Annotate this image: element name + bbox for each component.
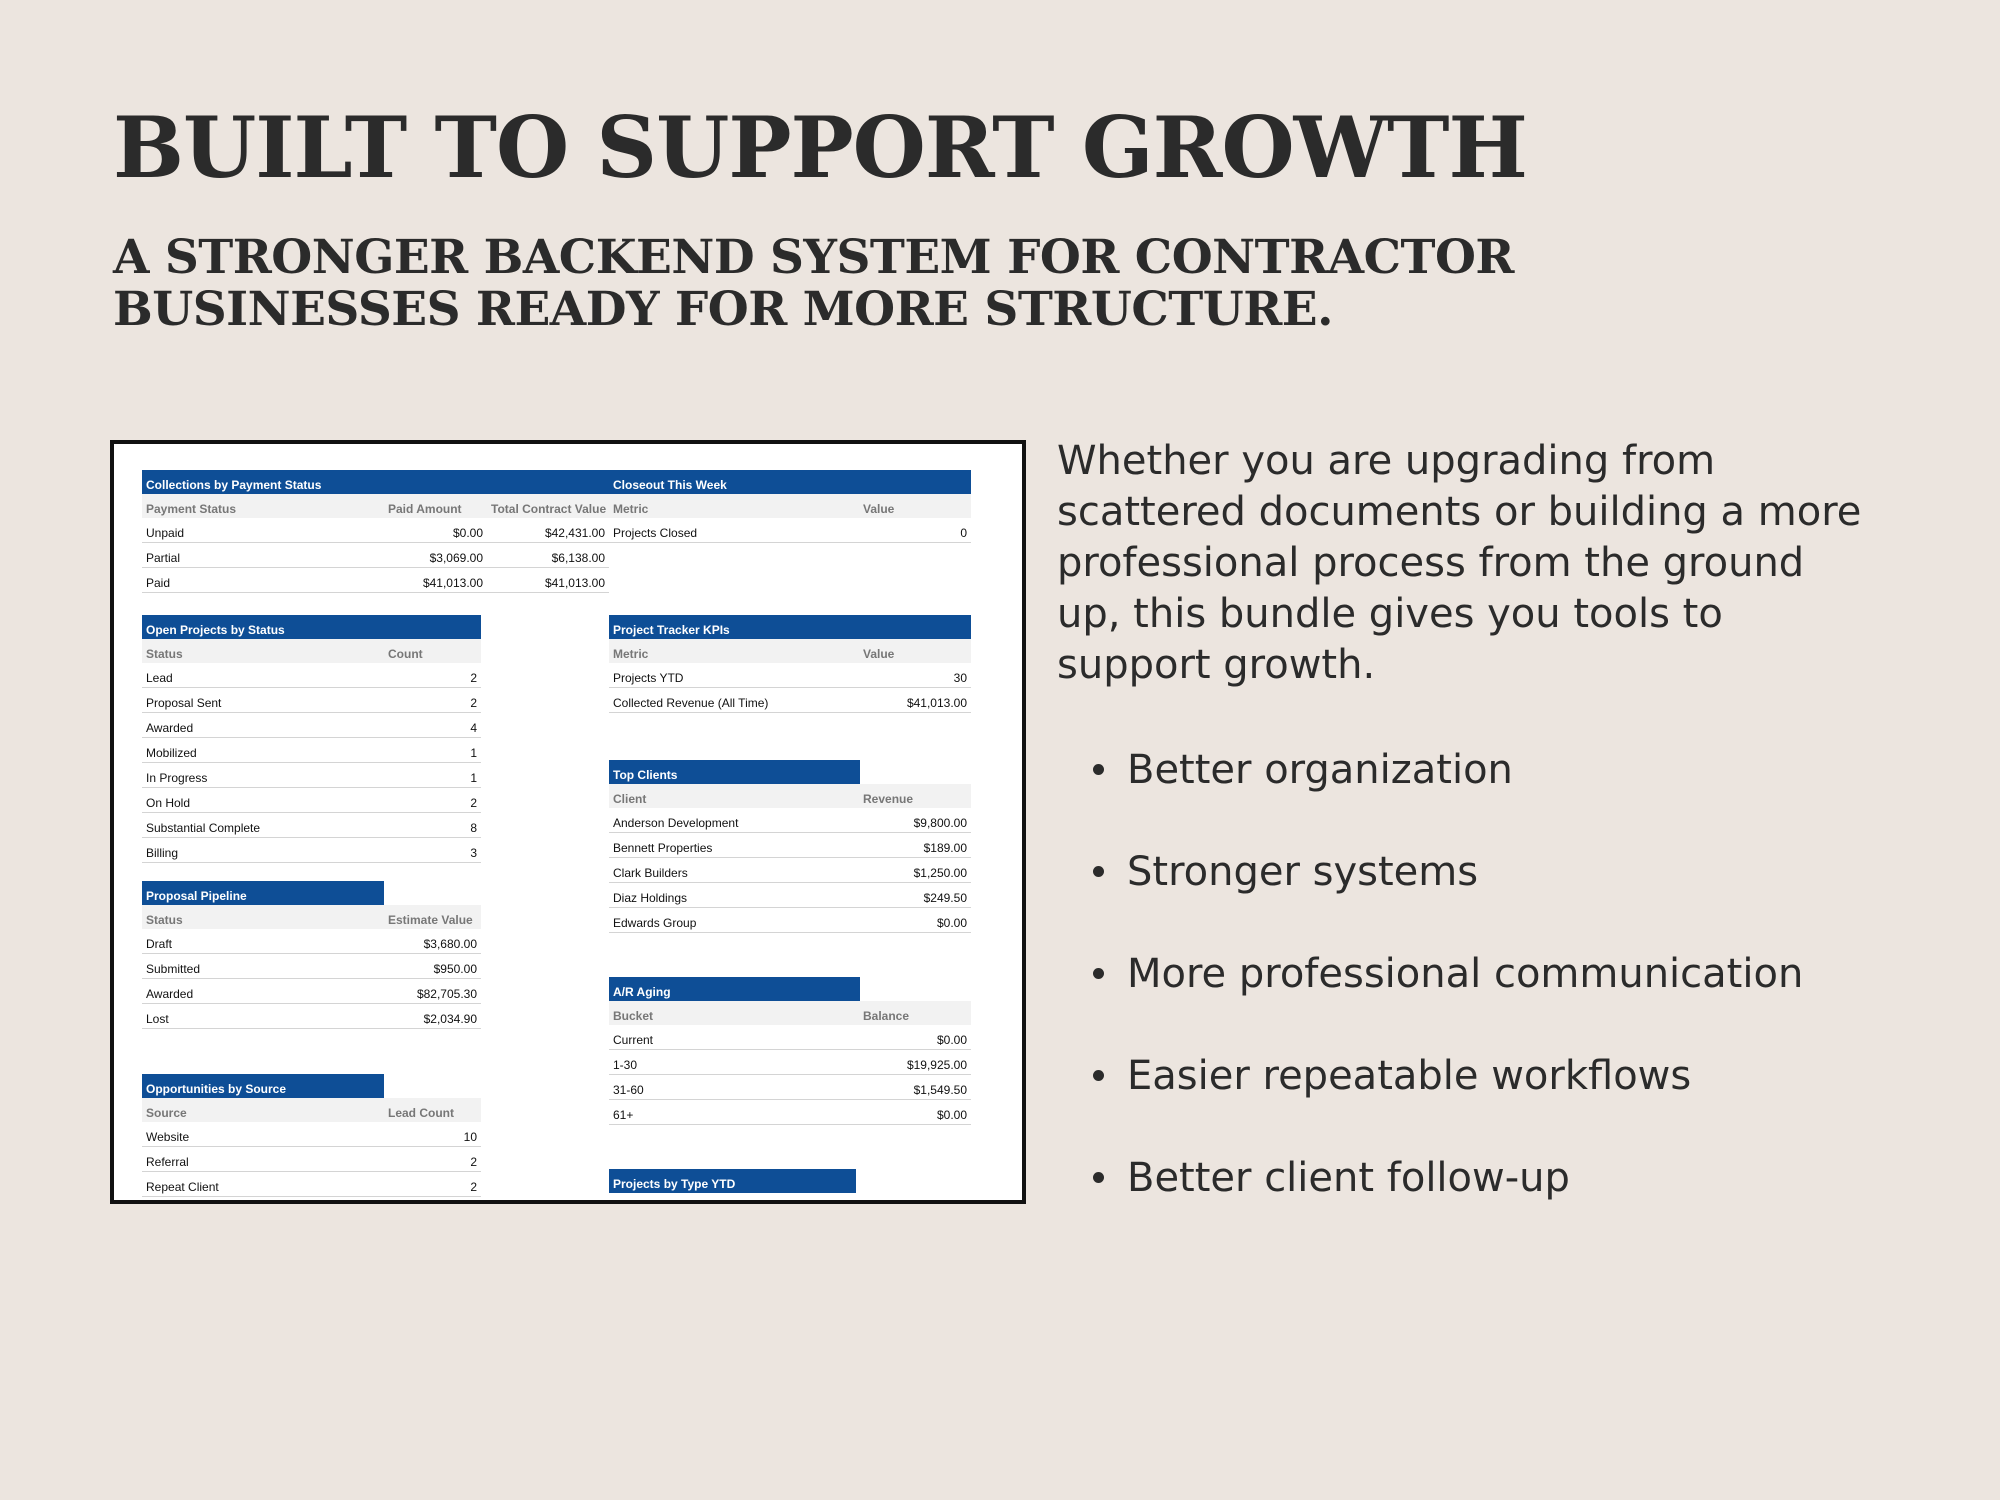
list-item-label: Stronger systems	[1127, 849, 1479, 895]
table-cell: Collected Revenue (All Time)	[613, 696, 769, 710]
table-cell: 1	[470, 771, 477, 785]
table-cell: $1,250.00	[913, 866, 967, 880]
closeout-table	[609, 470, 971, 543]
table-cell: Partial	[146, 551, 181, 565]
column-header: Estimate Value	[388, 913, 473, 927]
column-header: Value	[863, 647, 895, 661]
top-clients-table	[609, 760, 971, 933]
table-cell: Bennett Properties	[613, 841, 713, 855]
table-header-row	[142, 494, 609, 518]
table-row	[142, 979, 481, 1004]
table-row	[609, 833, 971, 858]
closeout-title: Closeout This Week	[609, 470, 971, 494]
column-header: Bucket	[613, 1009, 654, 1023]
table-cell: Lost	[146, 1012, 169, 1026]
table-cell: Awarded	[146, 987, 194, 1001]
table-row	[142, 663, 481, 688]
table-cell: 2	[470, 1180, 477, 1194]
table-cell: 10	[463, 1130, 477, 1144]
table-cell: Lead	[146, 671, 173, 685]
benefits-list	[1093, 742, 1803, 1252]
table-row	[142, 838, 481, 863]
table-row	[609, 883, 971, 908]
open-projects-title: Open Projects by Status	[142, 615, 481, 639]
table-cell: Awarded	[146, 721, 194, 735]
table-row	[142, 788, 481, 813]
table-cell: 2	[470, 671, 477, 685]
bullet-icon	[1093, 866, 1104, 877]
table-cell: On Hold	[146, 796, 191, 810]
table-cell: Clark Builders	[613, 866, 688, 880]
list-item-label: More professional communication	[1127, 951, 1804, 997]
table-cell: Website	[146, 1130, 190, 1144]
table-row	[609, 1050, 971, 1075]
table-cell: 1	[470, 746, 477, 760]
table-cell: 31-60	[613, 1083, 644, 1097]
column-header: Metric	[613, 647, 649, 661]
list-item	[1093, 946, 1803, 1048]
table-row	[609, 518, 971, 543]
table-cell: Unpaid	[146, 526, 185, 540]
table-cell: $0.00	[936, 1033, 967, 1047]
table-cell: $950.00	[433, 962, 477, 976]
page-subtitle: A STRONGER BACKEND SYSTEM FOR CONTRACTOR BUSINESSES READY FOR MORE STRUCTURE.	[113, 230, 1514, 337]
table-cell: $0.00	[936, 1108, 967, 1122]
opportunities-table	[142, 1074, 481, 1197]
table-cell: In Progress	[146, 771, 208, 785]
column-header: Metric	[613, 502, 649, 516]
table-row	[142, 543, 609, 568]
table-cell: Projects Closed	[613, 526, 698, 540]
table-cell: Draft	[146, 937, 173, 951]
table-cell: 1-30	[613, 1058, 638, 1072]
kpis-table	[609, 615, 971, 713]
table-cell: $0.00	[452, 526, 483, 540]
table-row	[142, 954, 481, 979]
table-row	[609, 808, 971, 833]
table-cell: $9,800.00	[913, 816, 967, 830]
table-cell: Mobilized	[146, 746, 197, 760]
column-header: Status	[146, 913, 183, 927]
table-row	[609, 1025, 971, 1050]
table-cell: $6,138.00	[551, 551, 605, 565]
list-item	[1093, 1150, 1803, 1252]
table-header-row	[609, 1001, 971, 1025]
table-cell: 61+	[613, 1108, 634, 1122]
table-cell: 2	[470, 696, 477, 710]
table-cell: 2	[470, 796, 477, 810]
table-cell: $42,431.00	[544, 526, 605, 540]
table-cell: Substantial Complete	[146, 821, 261, 835]
dashboard-screenshot	[110, 440, 1026, 1204]
projects-by-type-title: Projects by Type YTD	[609, 1169, 856, 1193]
list-item	[1093, 1048, 1803, 1150]
column-header: Balance	[863, 1009, 910, 1023]
collections-title: Collections by Payment Status	[142, 470, 609, 494]
table-header-row	[142, 1098, 481, 1122]
table-row	[609, 663, 971, 688]
column-header: Source	[146, 1106, 187, 1120]
table-header-row	[609, 784, 971, 808]
table-header-row	[609, 494, 971, 518]
table-cell: $82,705.30	[416, 987, 477, 1001]
bullet-icon	[1093, 1172, 1104, 1183]
table-cell: Repeat Client	[146, 1180, 219, 1194]
description-paragraph: Whether you are upgrading from scattered documents or building a more professional process from the ground up, this bundle gives you tools to support growth.	[1057, 438, 1862, 688]
table-row	[609, 688, 971, 713]
table-cell: Paid	[146, 576, 171, 590]
table-cell: $1,549.50	[913, 1083, 967, 1097]
table-row	[142, 929, 481, 954]
projects-by-type-table	[609, 1169, 856, 1193]
column-header: Client	[613, 792, 647, 806]
table-cell: 3	[470, 846, 477, 860]
table-cell: Current	[613, 1033, 654, 1047]
table-row	[142, 738, 481, 763]
table-row	[142, 688, 481, 713]
table-cell: 8	[470, 821, 477, 835]
table-cell: 2	[470, 1155, 477, 1169]
table-cell: $2,034.90	[423, 1012, 477, 1026]
opportunities-title: Opportunities by Source	[142, 1074, 384, 1098]
table-cell: 4	[470, 721, 477, 735]
table-cell: $41,013.00	[906, 696, 967, 710]
table-row	[142, 1122, 481, 1147]
table-cell: $189.00	[923, 841, 967, 855]
list-item-label: Easier repeatable workflows	[1127, 1053, 1692, 1099]
table-cell: Edwards Group	[613, 916, 697, 930]
table-row	[142, 518, 609, 543]
bullet-icon	[1093, 1070, 1104, 1081]
column-header: Payment Status	[146, 502, 237, 516]
table-cell: 30	[953, 671, 967, 685]
table-row	[142, 1147, 481, 1172]
top-clients-title: Top Clients	[609, 760, 860, 784]
table-row	[609, 908, 971, 933]
column-header: Value	[863, 502, 895, 516]
list-item-label: Better organization	[1127, 747, 1513, 793]
list-item	[1093, 844, 1803, 946]
column-header: Paid Amount	[388, 502, 462, 516]
table-row	[142, 813, 481, 838]
table-header-row	[142, 639, 481, 663]
table-cell: $41,013.00	[544, 576, 605, 590]
ar-aging-table	[609, 977, 971, 1125]
table-cell: Anderson Development	[613, 816, 739, 830]
column-header: Lead Count	[388, 1106, 454, 1120]
column-header: Status	[146, 647, 183, 661]
table-row	[609, 1075, 971, 1100]
ar-aging-title: A/R Aging	[609, 977, 860, 1001]
table-cell: $41,013.00	[422, 576, 483, 590]
table-header-row	[609, 639, 971, 663]
table-row	[142, 713, 481, 738]
list-item	[1093, 742, 1803, 844]
bullet-icon	[1093, 764, 1104, 775]
table-row	[142, 1004, 481, 1029]
table-cell: Projects YTD	[613, 671, 684, 685]
open-projects-table	[142, 615, 481, 863]
table-cell: Submitted	[146, 962, 201, 976]
column-header: Revenue	[863, 792, 914, 806]
table-cell: $19,925.00	[906, 1058, 967, 1072]
table-cell: Referral	[146, 1155, 189, 1169]
bullet-icon	[1093, 968, 1104, 979]
collections-table	[142, 470, 609, 593]
kpis-title: Project Tracker KPIs	[609, 615, 971, 639]
table-cell: $249.50	[923, 891, 967, 905]
table-row	[609, 858, 971, 883]
table-cell: Proposal Sent	[146, 696, 222, 710]
table-row	[142, 568, 609, 593]
table-row	[142, 1172, 481, 1197]
table-cell: $3,069.00	[429, 551, 483, 565]
table-header-row	[142, 905, 481, 929]
table-row	[609, 1100, 971, 1125]
table-cell: $0.00	[936, 916, 967, 930]
column-header: Total Contract Value	[491, 502, 607, 516]
proposal-pipeline-table	[142, 881, 481, 1029]
table-cell: Billing	[146, 846, 179, 860]
list-item-label: Better client follow-up	[1127, 1155, 1570, 1201]
table-cell: 0	[960, 526, 967, 540]
page-title: BUILT TO SUPPORT GROWTH	[113, 98, 1527, 197]
column-header: Count	[388, 647, 423, 661]
table-row	[142, 763, 481, 788]
table-cell: $3,680.00	[423, 937, 477, 951]
proposal-pipeline-title: Proposal Pipeline	[142, 881, 384, 905]
table-cell: Diaz Holdings	[613, 891, 688, 905]
